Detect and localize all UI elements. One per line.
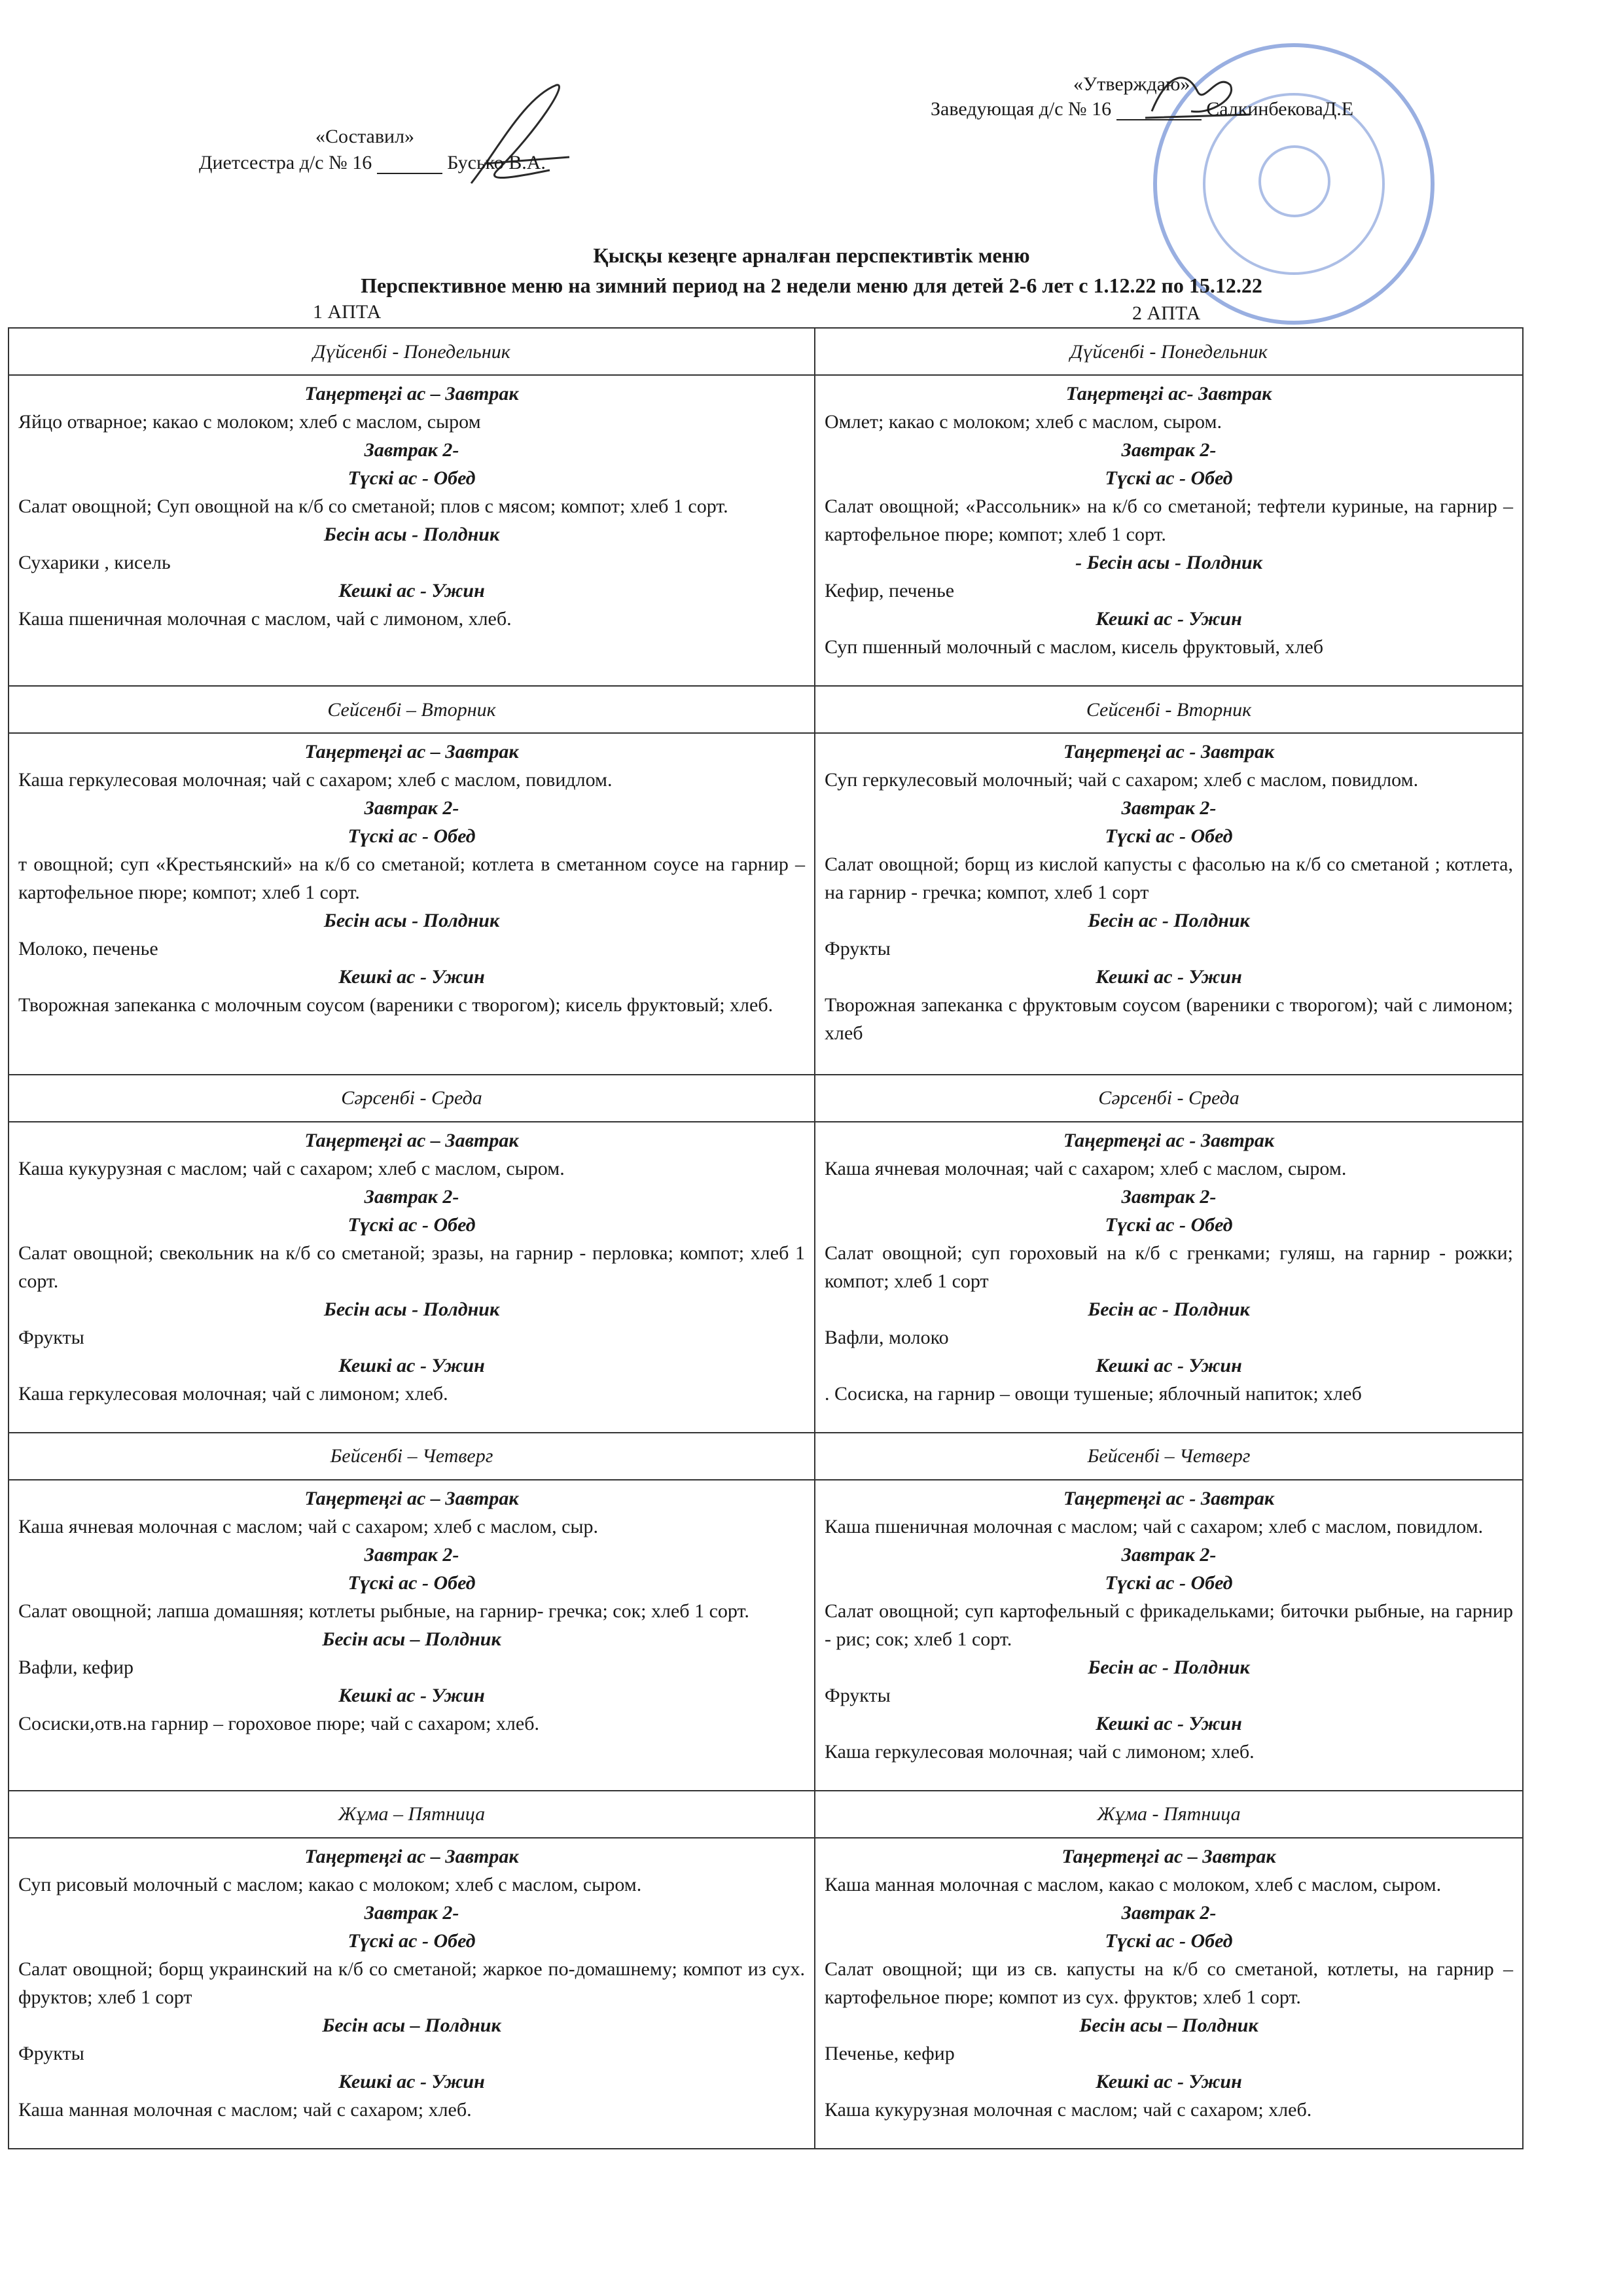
meal-dishes: Каша кукурузная с маслом; чай с сахаром; хлеб с маслом, сыром.	[18, 1157, 565, 1179]
meal-heading: Завтрак 2-	[1121, 1185, 1217, 1208]
week2-menu-cell	[815, 733, 1523, 1074]
week1-menu-cell	[9, 1480, 815, 1791]
meal-heading: Таңертеңгі ас – Завтрак	[304, 741, 519, 763]
day-menu-row	[9, 1122, 1523, 1433]
menu-table	[8, 327, 1524, 2149]
meal-dishes: Фрукты	[18, 1326, 84, 1348]
meal-dishes: Каша пшеничная молочная с маслом; чай с сахаром; хлеб с маслом, повидлом.	[825, 1515, 1484, 1537]
meal-dishes: Суп геркулесовый молочный; чай с сахаром; хлеб с маслом, повидлом.	[825, 769, 1419, 791]
meal-heading: Бесін ас - Полдник	[1088, 910, 1250, 932]
meal-dishes: Каша манная молочная с маслом; чай с сахаром; хлеб.	[18, 2098, 472, 2121]
week2-day-title: Сәрсенбі - Среда	[815, 1075, 1523, 1122]
meal-heading: Түскі ас - Обед	[1105, 1571, 1233, 1594]
meal-dishes: Салат овощной; борщ украинский на к/б со сметаной; жаркое по-домашнему; компот из сух. фруктов; хлеб 1 сорт	[18, 1958, 805, 2008]
meal-heading: Кешкі ас - Ужин	[338, 966, 485, 988]
meal-dishes: Суп пшенный молочный с маслом, кисель фруктовый, хлеб	[825, 636, 1323, 658]
meal-heading: Таңертеңгі ас- Завтрак	[1065, 383, 1272, 404]
composer-signature	[458, 72, 589, 196]
composed-by-line	[199, 152, 546, 174]
meal-heading: Таңертеңгі ас – Завтрак	[304, 1845, 519, 1867]
meal-heading: Түскі ас - Обед	[348, 1571, 476, 1594]
title-russian: Перспективное меню на зимний период на 2 недели меню для детей 2-6 лет с 1.12.22 по 15.12.22	[361, 274, 1262, 297]
meal-heading: Кешкі ас - Ужин	[1096, 2070, 1242, 2092]
week2-day-title: Сейсенбі - Вторник	[815, 686, 1523, 733]
week1-day-title: Жұма – Пятница	[9, 1791, 815, 1838]
meal-dishes: Сухарики , кисель	[18, 552, 171, 573]
signature-line	[1116, 102, 1202, 120]
meal-dishes: Салат овощной; суп гороховый на к/б с гренками; гуляш, на гарнир - рожки; компот; хлеб 1 сорт	[825, 1242, 1513, 1292]
meal-heading: Завтрак 2-	[364, 1185, 459, 1208]
week1-menu-cell	[9, 1838, 815, 2149]
meal-heading: Кешкі ас - Ужин	[1096, 1712, 1242, 1734]
week1-day-title: Бейсенбі – Четверг	[9, 1433, 815, 1480]
week1-menu-cell	[9, 375, 815, 686]
meal-heading: Таңертеңгі ас – Завтрак	[304, 383, 519, 404]
meal-heading: Таңертеңгі ас - Завтрак	[1063, 1129, 1275, 1151]
meal-dishes: . Сосиска, на гарнир – овощи тушеные; яблочный напиток; хлеб	[825, 1382, 1362, 1405]
week1-day-title: Сейсенбі – Вторник	[9, 686, 815, 733]
meal-heading: Завтрак 2-	[1121, 439, 1217, 461]
meal-dishes: Каша геркулесовая молочная; чай с сахаром; хлеб с маслом, повидлом.	[18, 769, 613, 791]
meal-heading: Кешкі ас - Ужин	[338, 580, 485, 601]
meal-heading: Түскі ас - Обед	[1105, 1929, 1233, 1952]
week1-day-title: Сәрсенбі - Среда	[9, 1075, 815, 1122]
approved-name: СалкинбековаД.Е	[1206, 98, 1354, 120]
week2-day-title: Дүйсенбі - Понедельник	[815, 328, 1523, 375]
meal-heading: Бесін ас - Полдник	[1088, 1298, 1250, 1320]
approved-label: «Утверждаю»	[1073, 73, 1190, 95]
meal-dishes: т овощной; суп «Крестьянский» на к/б со сметаной; котлета в сметанном соусе на гарнир – картофельное пюре; компот; хлеб 1 сорт.	[18, 853, 805, 904]
meal-dishes: Каша кукурузная молочная с маслом; чай с сахаром; хлеб.	[825, 2098, 1312, 2121]
meal-dishes: Печенье, кефир	[825, 2042, 955, 2064]
composed-label: «Составил»	[315, 126, 415, 147]
day-menu-row	[9, 733, 1523, 1074]
meal-heading: Завтрак 2-	[1121, 797, 1217, 819]
meal-heading: Кешкі ас - Ужин	[338, 1354, 485, 1376]
meal-heading: Завтрак 2-	[364, 1543, 459, 1566]
meal-dishes: Салат овощной; щи из св. капусты на к/б со сметаной, котлеты, на гарнир – картофельное пюре; компот из сух. фруктов; хлеб 1 сорт.	[825, 1958, 1513, 2008]
day-menu-row	[9, 1480, 1523, 1791]
meal-heading: Завтрак 2-	[1121, 1901, 1217, 1924]
day-header-row	[9, 1075, 1523, 1122]
meal-heading: Таңертеңгі ас – Завтрак	[1061, 1845, 1276, 1867]
meal-dishes: Яйцо отварное; какао с молоком; хлеб с маслом, сыром	[18, 411, 481, 433]
meal-dishes: Фрукты	[18, 2042, 84, 2064]
meal-heading: Кешкі ас - Ужин	[338, 2070, 485, 2092]
approved-by: Заведующая д/с № 16	[931, 98, 1112, 120]
meal-heading: Таңертеңгі ас - Завтрак	[1063, 1487, 1275, 1509]
meal-dishes: Омлет; какао с молоком; хлеб с маслом, сыром.	[825, 411, 1222, 433]
week2-day-title: Бейсенбі – Четверг	[815, 1433, 1523, 1480]
composed-by: Диетсестра д/с № 16	[199, 152, 372, 173]
week2-label: 2 АПТА	[1132, 302, 1201, 324]
meal-heading: Түскі ас - Обед	[348, 1929, 476, 1952]
meal-dishes: Каша ячневая молочная; чай с сахаром; хлеб с маслом, сыром.	[825, 1157, 1347, 1179]
meal-heading: Түскі ас - Обед	[348, 467, 476, 489]
meal-heading: Кешкі ас - Ужин	[1096, 966, 1242, 988]
meal-heading: Кешкі ас - Ужин	[1096, 608, 1242, 630]
meal-dishes: Суп рисовый молочный с маслом; какао с молоком; хлеб с маслом, сыром.	[18, 1873, 642, 1895]
day-header-row	[9, 328, 1523, 375]
meal-dishes: Каша пшеничная молочная с маслом, чай с лимоном, хлеб.	[18, 608, 512, 630]
meal-heading: Завтрак 2-	[364, 1901, 459, 1924]
meal-heading: Түскі ас - Обед	[1105, 467, 1233, 489]
week1-menu-cell	[9, 733, 815, 1074]
meal-heading: Түскі ас - Обед	[1105, 1213, 1233, 1236]
composed-name: Бусько В.А.	[447, 152, 546, 173]
meal-heading: Бесін асы - Полдник	[323, 524, 500, 545]
week2-menu-cell	[815, 375, 1523, 686]
meal-dishes: Салат овощной; борщ из кислой капусты с фасолью на к/б со сметаной ; котлета, на гарнир - гречка; компот, хлеб 1 сорт	[825, 853, 1513, 904]
meal-dishes: Творожная запеканка с молочным соусом (вареники с творогом); кисель фруктовый; хлеб.	[18, 994, 774, 1016]
day-menu-row	[9, 1838, 1523, 2149]
meal-dishes: Вафли, молоко	[825, 1326, 949, 1348]
meal-heading: Бесін асы - Полдник	[323, 910, 500, 932]
approved-by-line	[931, 98, 1353, 120]
meal-dishes: Сосиски,отв.на гарнир – гороховое пюре; чай с сахаром; хлеб.	[18, 1712, 539, 1734]
meal-dishes: Салат овощной; свекольник на к/б со сметаной; зразы, на гарнир - перловка; компот; хлеб 1 сорт.	[18, 1242, 805, 1292]
week1-label: 1 АПТА	[313, 301, 382, 323]
signature-line	[377, 156, 442, 174]
meal-heading: Завтрак 2-	[364, 439, 459, 461]
meal-dishes: Салат овощной; «Рассольник» на к/б со сметаной; тефтели куриные, на гарнир – картофельное пюре; компот; хлеб 1 сорт.	[825, 495, 1513, 545]
week1-menu-cell	[9, 1122, 815, 1433]
meal-heading: Түскі ас - Обед	[348, 825, 476, 848]
meal-heading: Бесін асы – Полдник	[322, 1628, 501, 1650]
meal-heading: Кешкі ас - Ужин	[1096, 1354, 1242, 1376]
week2-menu-cell	[815, 1838, 1523, 2149]
meal-dishes: Салат овощной; лапша домашняя; котлеты рыбные, на гарнир- гречка; сок; хлеб 1 сорт.	[18, 1600, 749, 1622]
meal-heading: Завтрак 2-	[364, 797, 459, 819]
seal-emblem	[1258, 145, 1330, 217]
meal-dishes: Каша геркулесовая молочная; чай с лимоном; хлеб.	[18, 1382, 448, 1405]
meal-dishes: Каша ячневая молочная с маслом; чай с сахаром; хлеб с маслом, сыр.	[18, 1515, 599, 1537]
meal-heading: Таңертеңгі ас – Завтрак	[304, 1487, 519, 1509]
meal-dishes: Творожная запеканка с фруктовым соусом (вареники с творогом); чай с лимоном; хлеб	[825, 994, 1513, 1045]
meal-dishes: Каша геркулесовая молочная; чай с лимоном; хлеб.	[825, 1740, 1255, 1763]
week2-menu-cell	[815, 1122, 1523, 1433]
meal-dishes: Каша манная молочная с маслом, какао с молоком, хлеб с маслом, сыром.	[825, 1873, 1442, 1895]
meal-dishes: Салат овощной; суп картофельный с фрикадельками; биточки рыбные, на гарнир - рис; сок; хлеб 1 сорт.	[825, 1600, 1513, 1650]
meal-heading: Завтрак 2-	[1121, 1543, 1217, 1566]
day-header-row	[9, 1433, 1523, 1480]
meal-heading: Бесін асы – Полдник	[322, 2014, 501, 2036]
day-header-row	[9, 686, 1523, 733]
meal-dishes: Фрукты	[825, 938, 891, 960]
day-menu-row	[9, 375, 1523, 686]
meal-heading: Түскі ас - Обед	[348, 1213, 476, 1236]
meal-heading: Түскі ас - Обед	[1105, 825, 1233, 848]
meal-heading: Бесін ас - Полдник	[1088, 1656, 1250, 1678]
meal-heading: - Бесін асы - Полдник	[1075, 552, 1262, 573]
week1-day-title: Дүйсенбі - Понедельник	[9, 328, 815, 375]
meal-dishes: Фрукты	[825, 1684, 891, 1706]
meal-heading: Бесін асы – Полдник	[1079, 2014, 1258, 2036]
meal-dishes: Молоко, печенье	[18, 938, 158, 960]
meal-dishes: Кефир, печенье	[825, 580, 955, 601]
day-header-row	[9, 1791, 1523, 1838]
meal-heading: Кешкі ас - Ужин	[338, 1684, 485, 1706]
meal-heading: Таңертеңгі ас – Завтрак	[304, 1129, 519, 1151]
week2-day-title: Жұма - Пятница	[815, 1791, 1523, 1838]
meal-dishes: Вафли, кефир	[18, 1656, 134, 1678]
week2-menu-cell	[815, 1480, 1523, 1791]
meal-heading: Таңертеңгі ас - Завтрак	[1063, 741, 1275, 763]
title-kazakh: Қысқы кезеңге арналған перспективтік меню	[593, 243, 1030, 267]
meal-heading: Бесін асы - Полдник	[323, 1298, 500, 1320]
meal-dishes: Салат овощной; Суп овощной на к/б со сметаной; плов с мясом; компот; хлеб 1 сорт.	[18, 495, 728, 517]
